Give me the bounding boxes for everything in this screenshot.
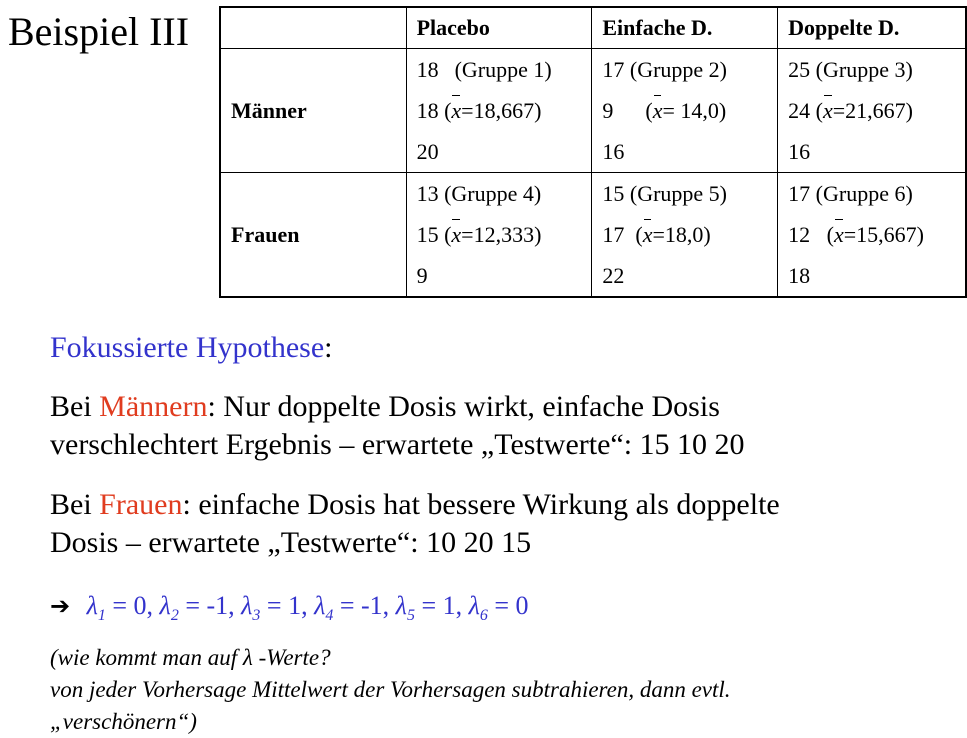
table-row-frauen: [220, 173, 966, 298]
cell-line: 9 (x= 14,0): [602, 90, 777, 131]
cell-line: 22: [602, 263, 625, 288]
men-group-label: Männern: [99, 390, 208, 423]
cell-gruppe-4: [406, 173, 592, 298]
cell-line: 25 (Gruppe 3): [788, 57, 913, 82]
header-doppelte-dosis: Doppelte D.: [778, 7, 966, 49]
lambda-2: $\lambda_2$: [159, 591, 179, 625]
mean-symbol: x: [451, 90, 461, 131]
lambda-5: $\lambda_5$: [395, 591, 415, 625]
data-table: [219, 6, 967, 298]
row-label-maenner: Männer: [220, 49, 406, 173]
mean-symbol: x: [643, 214, 653, 255]
hypothesis-men: Bei Männern: Nur doppelte Dosis wirkt, einfache Dosis verschlechtert Ergebnis – erwartete „Testwerte“: 15 10 20: [50, 390, 745, 461]
row-label-frauen: Frauen: [220, 173, 406, 298]
table-row-maenner: [220, 49, 966, 173]
lambda-3: $\lambda_3$: [241, 591, 261, 625]
cell-gruppe-6: [778, 173, 966, 298]
cell-gruppe-5: [592, 173, 778, 298]
header-einfache-dosis: Einfache D.: [592, 7, 778, 49]
lambda-4: $\lambda_4$: [314, 591, 334, 625]
mean-symbol: x: [834, 214, 844, 255]
hypothesis-heading: Fokussierte Hypothese:: [50, 331, 333, 364]
cell-line: 16: [788, 139, 811, 164]
hypothesis-women: Bei Frauen: einfache Dosis hat bessere Wirkung als doppelte Dosis – erwartete „Testwerte“: 10 20 15: [50, 488, 780, 559]
cell-line: 24 (x=21,667): [788, 90, 965, 131]
cell-line: 12 (x=15,667): [788, 214, 965, 255]
header-empty: [220, 7, 406, 49]
cell-line: 16: [602, 139, 625, 164]
lambda-1: $\lambda_1$: [86, 591, 106, 625]
cell-line: 17 (Gruppe 2): [602, 57, 728, 82]
mean-symbol: x: [823, 90, 833, 131]
cell-line: 18: [788, 263, 811, 288]
header-placebo: Placebo: [406, 7, 592, 49]
cell-line: 20: [416, 139, 439, 164]
lambda-values: ➔ $\lambda_1 = 0$, $\lambda_2 = -1$, $\lambda_3 = 1$, $\lambda_4 = -1$, $\lambda_5 = 1$, $\lambda_6 = 0$: [50, 591, 529, 625]
lambda-6: $\lambda_6$: [468, 591, 488, 625]
explanation-note: (wie kommt man auf λ -Werte? von jeder Vorhersage Mittelwert der Vorhersagen subtrahieren, dann evtl. „verschönern“): [50, 645, 731, 734]
cell-line: 17 (x=18,0): [602, 214, 777, 255]
mean-symbol: x: [451, 214, 461, 255]
mean-symbol: x: [653, 90, 663, 131]
page-title: Beispiel III: [8, 9, 190, 54]
cell-line: 15 (Gruppe 5): [602, 181, 728, 206]
cell-line: 17 (Gruppe 6): [788, 181, 913, 206]
cell-gruppe-3: [778, 49, 966, 173]
cell-line: 18 (x=18,667): [417, 90, 592, 131]
women-group-label: Frauen: [99, 488, 183, 521]
cell-line: 18 (Gruppe 1): [416, 57, 552, 82]
cell-line: 9: [416, 263, 428, 288]
right-arrow-icon: ➔: [50, 592, 71, 620]
table-header-row: [220, 7, 966, 49]
cell-line: 13 (Gruppe 4): [416, 181, 542, 206]
cell-line: 15 (x=12,333): [417, 214, 592, 255]
cell-gruppe-1: [406, 49, 592, 173]
cell-gruppe-2: [592, 49, 778, 173]
